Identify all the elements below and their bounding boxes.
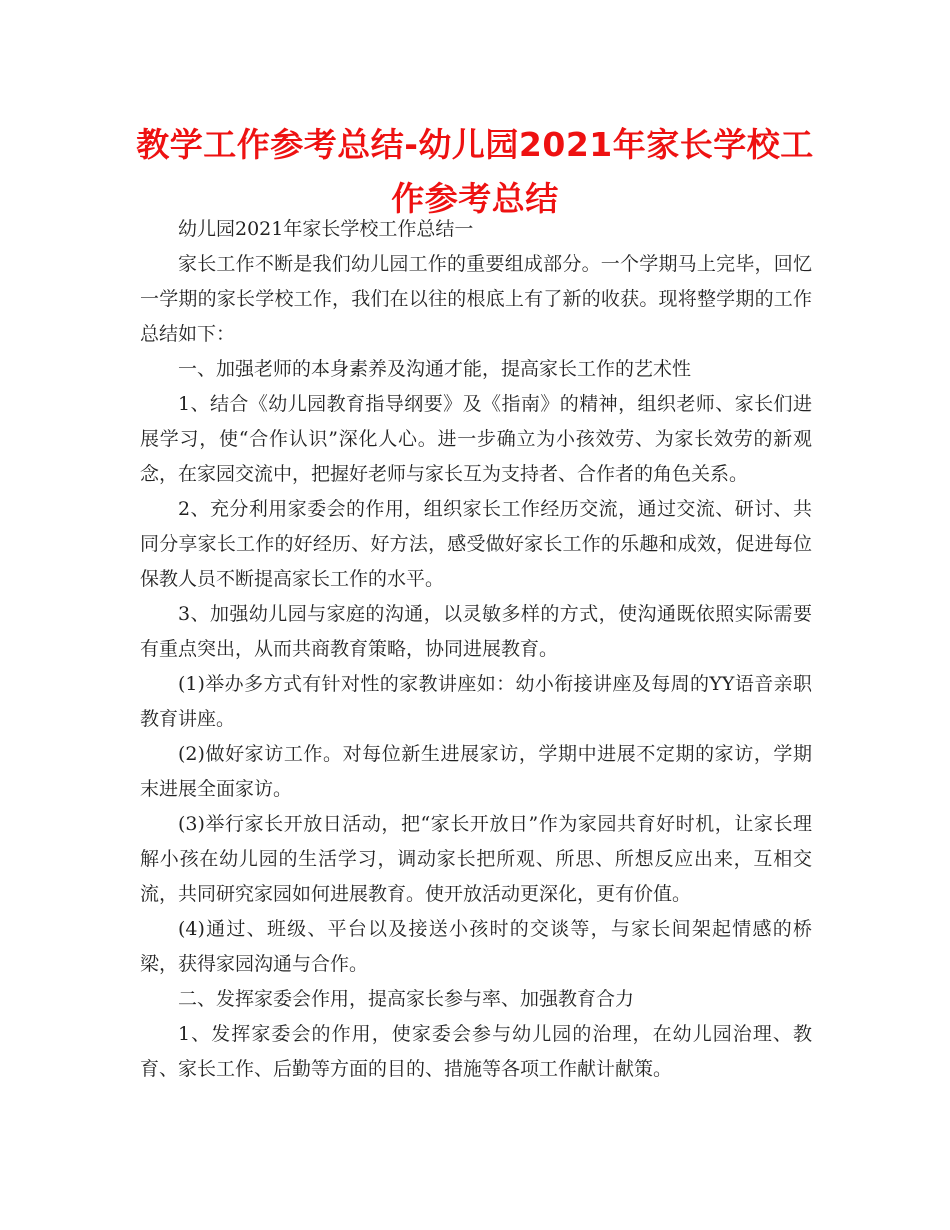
- paragraph-1-2: 2、充分利用家委会的作用，组织家长工作经历交流，通过交流、研讨、共同分享家长工作的好经历、好方法，感受做好家长工作的乐趣和成效，促进每位保教人员不断提高家长工作的水平。: [140, 498, 812, 590]
- document-title: 教学工作参考总结-幼儿园2021年家长学校工作参考总结: [136, 125, 814, 218]
- document-body: [140, 212, 812, 1087]
- section-heading-1: 一、加强老师的本身素养及沟通才能，提高家长工作的艺术性: [178, 358, 692, 380]
- paragraph-1-3: 3、加强幼儿园与家庭的沟通，以灵敏多样的方式，使沟通既依照实际需要有重点突出，从而共商教育策略，协同进展教育。: [140, 603, 812, 660]
- section-heading-2: 二、发挥家委会作用，提高家长参与率、加强教育合力: [178, 988, 635, 1010]
- paragraph-2-1: 1、发挥家委会的作用，使家委会参与幼儿园的治理，在幼儿园治理、教育、家长工作、后勤等方面的目的、措施等各项工作献计献策。: [140, 1023, 812, 1080]
- paragraph-item-2: (2)做好家访工作。对每位新生进展家访，学期中进展不定期的家访，学期末进展全面家访。: [140, 743, 812, 800]
- paragraph-1-1: 1、结合《幼儿园教育指导纲要》及《指南》的精神，组织老师、家长们进展学习，使“合作认识”深化人心。进一步确立为小孩效劳、为家长效劳的新观念，在家园交流中，把握好老师与家长互为支持者、合作者的角色关系。: [140, 393, 812, 485]
- paragraph-intro: 家长工作不断是我们幼儿园工作的重要组成部分。一个学期马上完毕，回忆一学期的家长学校工作，我们在以往的根底上有了新的收获。现将整学期的工作总结如下：: [140, 253, 812, 345]
- paragraph-subtitle: 幼儿园2021年家长学校工作总结一: [178, 218, 474, 240]
- paragraph-item-3: (3)举行家长开放日活动，把“家长开放日”作为家园共育好时机，让家长理解小孩在幼儿园的生活学习，调动家长把所观、所思、所想反应出来，互相交流，共同研究家园如何进展教育。使开放活动更深化，更有价值。: [140, 813, 812, 905]
- paragraph-item-1: (1)举办多方式有针对性的家教讲座如：幼小衔接讲座及每周的YY语音亲职教育讲座。: [140, 673, 812, 730]
- paragraph-item-4: (4)通过、班级、平台以及接送小孩时的交谈等，与家长间架起情感的桥梁，获得家园沟通与合作。: [140, 918, 812, 975]
